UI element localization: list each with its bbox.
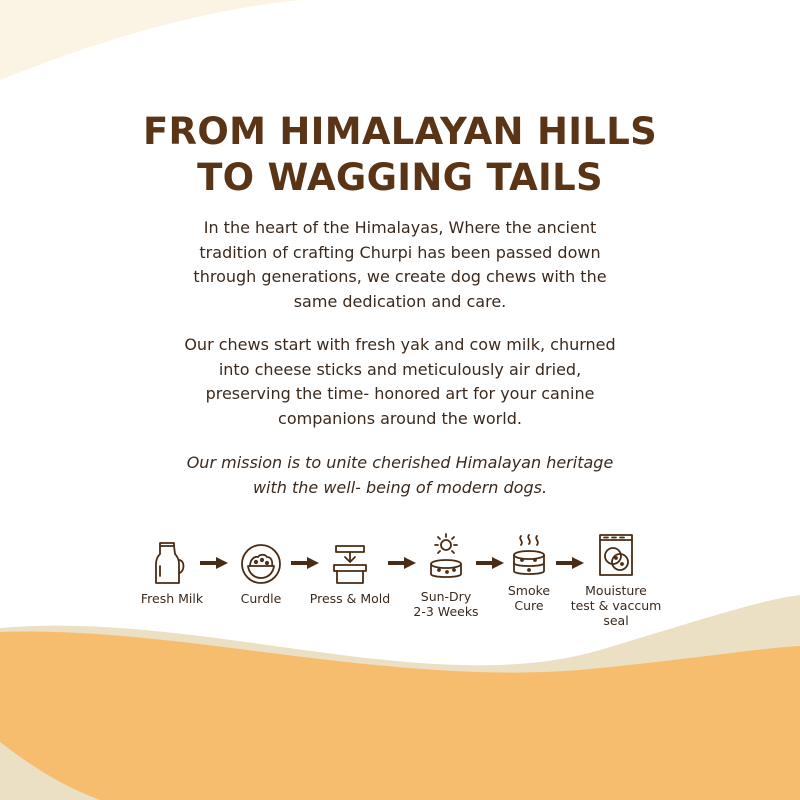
step-label-sun-dry: Sun-Dry 2-3 Weeks	[413, 589, 479, 619]
sun-dry-icon	[426, 533, 466, 581]
step-label-smoke-cure: Smoke Cure	[507, 583, 551, 613]
sealed-pack-icon	[596, 533, 636, 577]
curd-bowl-icon	[240, 543, 282, 585]
step-label-fresh-milk: Fresh Milk	[140, 591, 204, 606]
arrow-right-icon	[387, 556, 417, 570]
heading-line-1: FROM HIMALAYAN HILLS	[142, 110, 658, 153]
step-label-curdle: Curdle	[240, 591, 282, 606]
step-label-moisture-seal: Mouisture test & vaccum seal	[570, 583, 662, 628]
press-mold-icon	[330, 543, 370, 585]
smoke-cure-icon	[510, 533, 548, 581]
arrow-right-icon	[290, 556, 320, 570]
heading-line-2: TO WAGGING TAILS	[197, 156, 603, 199]
milk-jug-icon	[150, 540, 192, 586]
arrow-right-icon	[475, 556, 505, 570]
intro-paragraph: In the heart of the Himalayas, Where the ancient tradition of crafting Churpi has been passed down through generations, we create dog chews with the same dedication and care.	[193, 218, 607, 311]
arrow-right-icon	[199, 556, 229, 570]
mission-statement: Our mission is to unite cherished Himalayan heritage with the well- being of modern dogs.	[186, 453, 614, 497]
arrow-right-icon	[555, 556, 585, 570]
process-paragraph: Our chews start with fresh yak and cow milk, churned into cheese sticks and meticulously air dried, preserving the time- honored art for your canine companions around the world.	[184, 335, 616, 428]
step-label-press-mold: Press & Mold	[309, 591, 391, 606]
